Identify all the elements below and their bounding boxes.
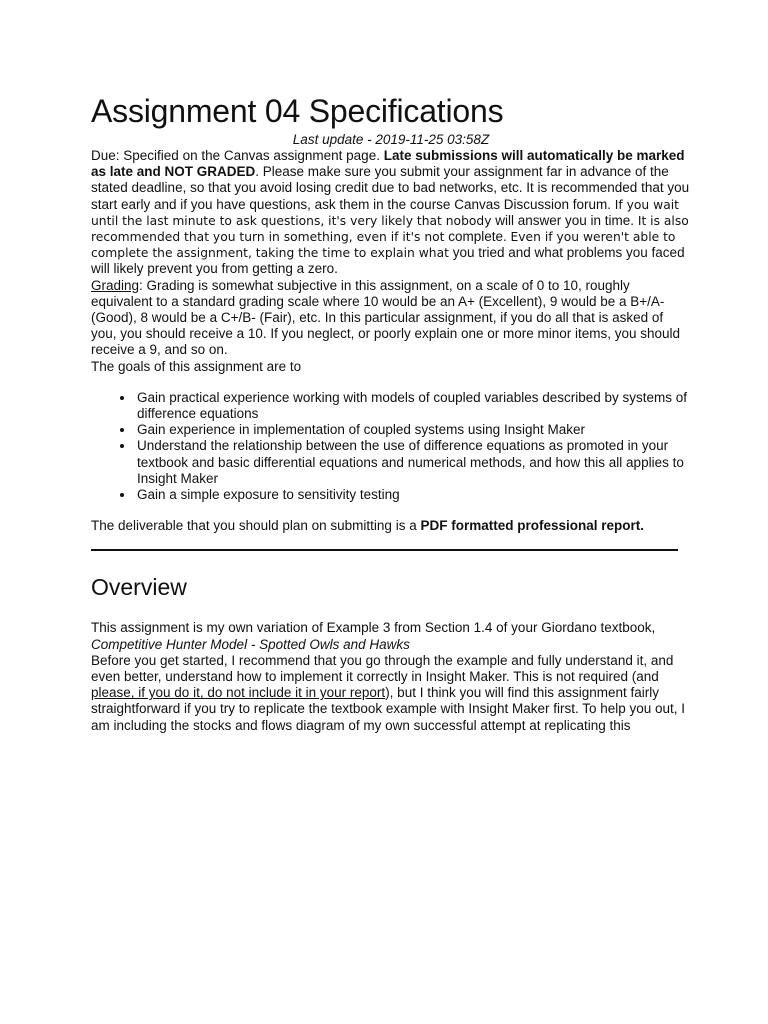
document-content: [91, 92, 691, 734]
due-alt-text: If you wait until the last minute to ask questions, it's very likely that nobody: [91, 197, 679, 228]
goals-list: [91, 390, 691, 503]
deliverable-format: PDF formatted professional report.: [420, 518, 644, 534]
late-policy: Late submissions will automatically be marked as late and NOT GRADED: [91, 148, 685, 180]
grading-label: Grading: [91, 277, 140, 293]
section-divider: [91, 549, 678, 551]
overview-paragraph: [91, 620, 691, 652]
grading-text: : Grading is somewhat subjective in this assignment, on a scale of 0 to 10, roughly equivalent to a standard grading scale where 10 would be an A+ (Excellent), 9 would be a B+/A- (Good), 8 would be a C+/B- (Fair), etc. In this particular assignment, if you do all that is asked of you, you should receive a 10. If you neglect, or poorly explain one or more minor items, you should receive a 9, and so on.: [91, 277, 681, 358]
list-item: • Gain experience in implementation of coupled systems using Insight Maker: [135, 422, 691, 438]
list-item: • Understand the relationship between the use of difference equations as promoted in your textbook and basic differential equations and numerical methods, and how this all applies to Insight Maker: [135, 438, 691, 487]
goals-intro: The goals of this assignment are to: [91, 358, 302, 374]
due-alt-text: Even if you weren't able to complete the assignment, taking the time to explain what: [91, 230, 676, 261]
overview-text: ), but I think you will find this assignment fairly straightforward if you try to replicate the textbook example with Insight Maker first. To help you out, I am including the stocks and flows diagram of my own successful attempt at replicating this: [91, 685, 686, 733]
deliverable-text: The deliverable that you should plan on submitting is a: [91, 518, 421, 534]
last-update: Last update - 2019-11-25 03:58Z: [292, 132, 490, 147]
overview-heading: Overview: [91, 574, 187, 601]
due-text: Specified on the Canvas assignment page.: [119, 148, 384, 163]
due-text: will answer you in time.: [491, 212, 638, 228]
overview-text: Before you get started, I recommend that you go through the example and fully understand it, and even better, understand how to implement it correctly in Insight Maker. This is not required (and: [91, 652, 674, 685]
due-paragraph: [91, 148, 691, 278]
list-item: • Gain a simple exposure to sensitivity testing: [135, 487, 691, 503]
example-title: Competitive Hunter Model - Spotted Owls and Hawks: [91, 636, 410, 652]
report-note: please, if you do it, do not include it in your report: [91, 685, 386, 701]
due-label: Due:: [91, 148, 120, 163]
due-text: you tried and what problems you faced will likely prevent you from getting a zero.: [91, 245, 685, 277]
page-title: Assignment 04 Specifications: [91, 93, 504, 129]
due-alt-text: It is also recommended that you turn in something, even if it's not: [91, 213, 689, 245]
grading-paragraph: [91, 278, 691, 359]
due-text: complete.: [444, 229, 511, 245]
list-item: • Gain practical experience working with models of coupled variables described by systems of difference equations: [135, 390, 691, 422]
deliverable-paragraph: [91, 518, 691, 534]
due-text: . Please make sure you submit your assignment far in advance of the stated deadline, so that you avoid losing credit due to bad networks, etc. It is recommended that you start early and if you have questions, ask them in the course Canvas Discussion forum.: [91, 164, 690, 212]
overview-text: This assignment is my own variation of Example 3 from Section 1.4 of your Giordano textbook,: [91, 620, 656, 636]
overview-paragraph-2: [91, 653, 691, 734]
